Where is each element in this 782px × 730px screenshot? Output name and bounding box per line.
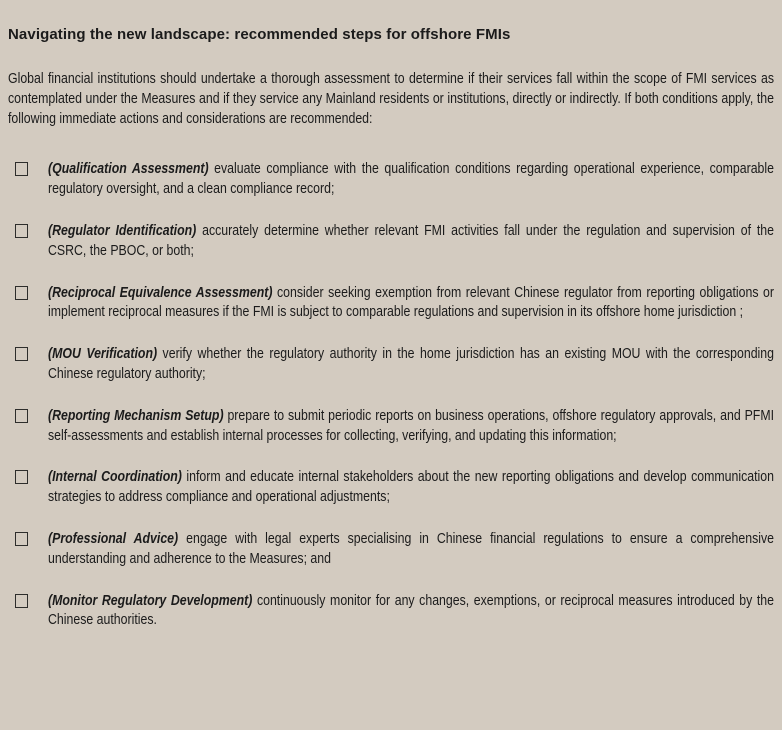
list-item-text (48, 530, 774, 570)
item-lead-label: (Reciprocal Equivalence Assessment) (48, 284, 273, 301)
item-lead-label: (Regulator Identification) (48, 222, 197, 239)
item-lead-label: (Monitor Regulatory Development) (48, 592, 253, 609)
list-item (8, 284, 774, 324)
empty-checkbox-icon (15, 347, 28, 361)
list-item-text (48, 407, 774, 447)
item-body-text: evaluate compliance with the qualification conditions regarding operational experience, comparable regulatory oversight, and a clean compliance record; (48, 161, 775, 198)
empty-checkbox-icon (15, 532, 28, 546)
list-item-text (48, 284, 774, 324)
page-title: Navigating the new landscape: recommended steps for offshore FMIs (8, 26, 511, 43)
intro-paragraph: Global financial institutions should undertake a thorough assessment to determine if their services fall within the scope of FMI services as contemplated under the Measures and if they service any Mainland residents or institutions, directly or indirectly. If both conditions apply, the following immediate actions and considerations are recommended: (8, 71, 775, 127)
item-body-text: verify whether the regulatory authority in the home jurisdiction has an existing MOU with the corresponding Chinese regulatory authority; (48, 346, 774, 382)
item-body-text: consider seeking exemption from relevant Chinese regulator from reporting obligations or implement reciprocal measures if the FMI is subject to comparable regulations and supervision in its offshore home jurisdiction ; (48, 284, 775, 321)
list-item-text (48, 222, 774, 262)
item-body-text: continuously monitor for any changes, exemptions, or reciprocal measures introduced by the Chinese authorities. (48, 592, 775, 629)
item-body-text: accurately determine whether relevant FMI activities fall under the regulation and supervision of the CSRC, the PBOC, or both; (48, 222, 775, 259)
item-lead-label: (Qualification Assessment) (48, 161, 209, 178)
empty-checkbox-icon (15, 409, 28, 423)
empty-checkbox-icon (15, 162, 28, 176)
list-item (8, 160, 774, 200)
list-item (8, 592, 774, 632)
item-lead-label: (Internal Coordination) (48, 469, 182, 486)
item-body-text: inform and educate internal stakeholders about the new reporting obligations and develop communication strategies to address compliance and operational adjustments; (48, 469, 775, 506)
list-item (8, 222, 774, 262)
list-item (8, 530, 774, 570)
item-body-text: engage with legal experts specialising in Chinese financial regulations to ensure a comprehensive understanding and adherence to the Measures; and (48, 530, 775, 567)
list-item-text (48, 592, 774, 632)
list-item-text (48, 160, 774, 200)
empty-checkbox-icon (15, 224, 28, 238)
list-item (8, 345, 774, 385)
recommended-steps-list (8, 160, 774, 631)
list-item-text (48, 345, 774, 385)
empty-checkbox-icon (15, 470, 28, 484)
empty-checkbox-icon (15, 286, 28, 300)
list-item (8, 407, 774, 447)
item-body-text: prepare to submit periodic reports on business operations, offshore regulatory approvals, and PFMI self-assessments and establish internal processes for collecting, verifying, and updating this information; (48, 407, 775, 444)
empty-checkbox-icon (15, 594, 28, 608)
list-item (8, 468, 774, 508)
list-item-text (48, 468, 774, 508)
item-lead-label: (MOU Verification) (48, 346, 158, 363)
item-lead-label: (Professional Advice) (48, 530, 179, 547)
item-lead-label: (Reporting Mechanism Setup) (48, 407, 224, 424)
